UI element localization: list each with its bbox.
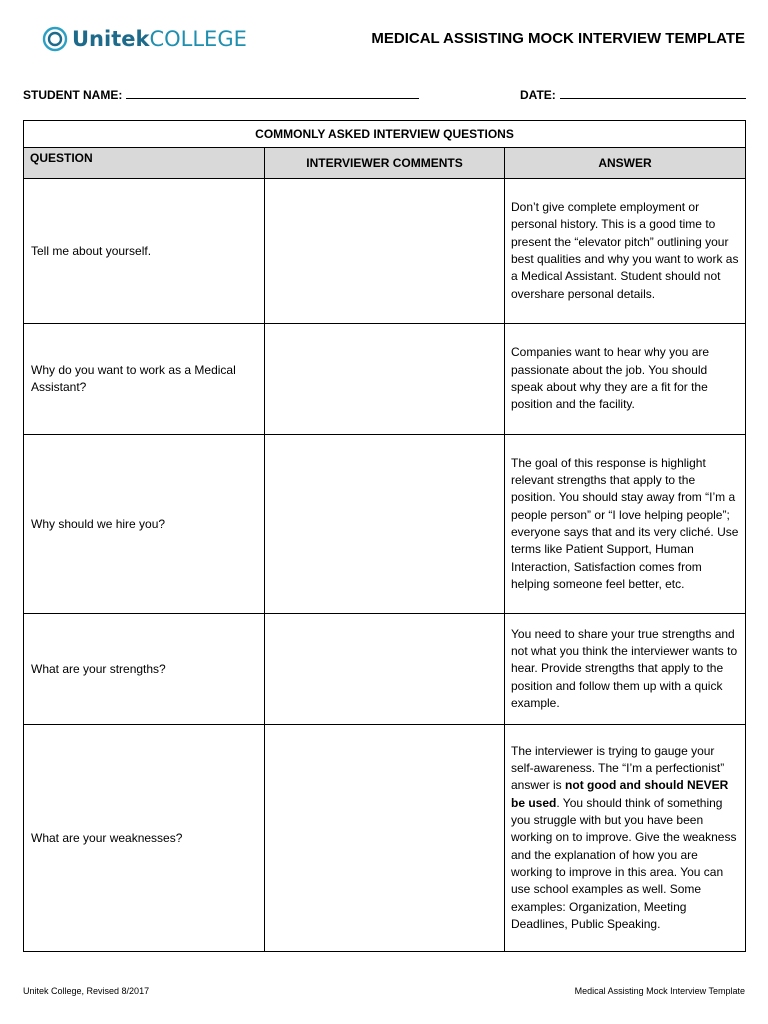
student-name-blank[interactable] — [126, 86, 419, 99]
date-blank[interactable] — [560, 86, 746, 99]
date-field — [520, 86, 746, 102]
document-title: MEDICAL ASSISTING MOCK INTERVIEW TEMPLATE — [371, 30, 745, 47]
unitek-college-logo — [42, 24, 247, 54]
column-header-answer: ANSWER — [505, 148, 746, 179]
question-cell: Tell me about yourself. — [24, 179, 265, 324]
answer-emphasis: not good and should NEVER be used — [511, 778, 729, 810]
answer-cell: Companies want to hear why you are passionate about the job. You should speak about why they are a fit for the position and the facility. — [505, 324, 746, 435]
interview-questions-table — [23, 120, 746, 952]
student-name-field — [23, 86, 419, 102]
footer-revision: Unitek College, Revised 8/2017 — [23, 986, 150, 996]
answer-cell: The goal of this response is highlight relevant strengths that apply to the position. You should stay away from “I’m a people person” or “I love helping people”; everyone says that and its very cliché. Use terms like Patient Support, Human Interaction, Satisfaction comes from helping someone feel better, etc. — [505, 435, 746, 614]
date-label: DATE: — [520, 88, 556, 102]
table-row — [24, 614, 746, 725]
answer-cell: You need to share your true strengths and not what you think the interviewer wants to hear. Provide strengths that apply to the position and follow them up with a quick example. — [505, 614, 746, 725]
answer-cell: Don’t give complete employment or personal history. This is a good time to present the “elevator pitch” outlining your best qualities and why you want to work as a Medical Assistant. Student should not overshare personal details. — [505, 179, 746, 324]
table-caption-row — [24, 121, 746, 148]
comments-cell[interactable] — [265, 324, 505, 435]
question-cell: What are your strengths? — [24, 614, 265, 725]
question-cell: Why should we hire you? — [24, 435, 265, 614]
logo-brand-light: COLLEGE — [149, 27, 247, 51]
question-cell: Why do you want to work as a Medical Assistant? — [24, 324, 265, 435]
question-cell: What are your weaknesses? — [24, 725, 265, 952]
comments-cell[interactable] — [265, 179, 505, 324]
answer-cell — [505, 725, 746, 952]
table-row — [24, 725, 746, 952]
column-header-question: QUESTION — [24, 148, 265, 179]
student-name-label: STUDENT NAME: — [23, 88, 123, 102]
unitek-logo-icon — [42, 26, 68, 52]
logo-wordmark — [72, 27, 247, 51]
comments-cell[interactable] — [265, 725, 505, 952]
table-row — [24, 435, 746, 614]
answer-text-part: The interviewer is trying to gauge your self-awareness. The “I’m a perfectionist” answer is — [511, 743, 725, 793]
table-caption: COMMONLY ASKED INTERVIEW QUESTIONS — [24, 121, 746, 148]
logo-brand-bold: Unitek — [72, 27, 150, 51]
table-row — [24, 324, 746, 435]
column-header-comments: INTERVIEWER COMMENTS — [265, 148, 505, 179]
table-header-row — [24, 148, 746, 179]
footer-document-name: Medical Assisting Mock Interview Template — [574, 986, 745, 996]
table-row — [24, 179, 746, 324]
comments-cell[interactable] — [265, 614, 505, 725]
comments-cell[interactable] — [265, 435, 505, 614]
answer-text-part: . You should think of something you struggle with but you have been working on to improve. Give the weakness and the explanation of how you are working to improve in this area. You can use school examples as well. Some examples: Organization, Meeting Deadlines, Public Speaking. — [511, 795, 737, 931]
